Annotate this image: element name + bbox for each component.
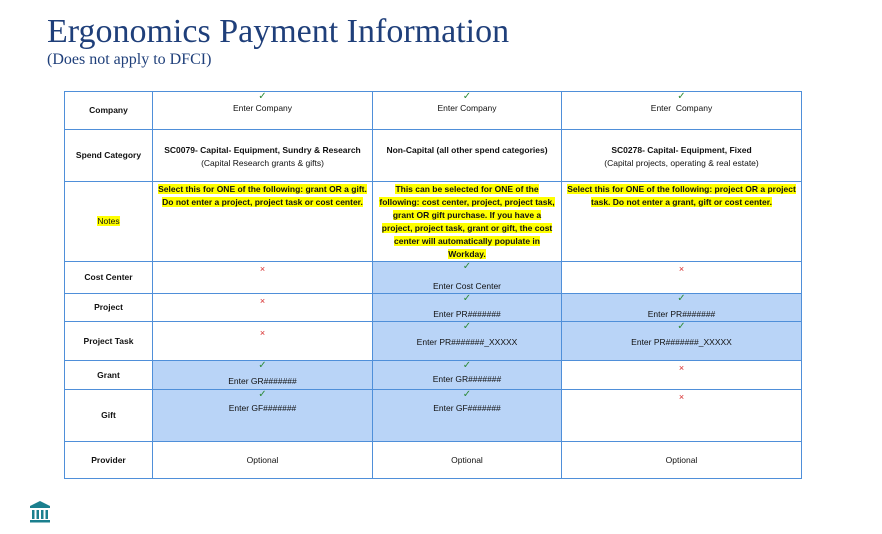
building-columns-icon xyxy=(29,500,51,524)
row-label-project-task: Project Task xyxy=(65,322,153,361)
payment-info-table xyxy=(64,91,802,479)
table-row-spend-category xyxy=(65,130,802,182)
x-icon: × xyxy=(259,264,266,274)
cell-grant-3 xyxy=(562,361,802,390)
cell-gift-2: ✓ Enter GF####### xyxy=(373,390,562,442)
cell-spend-category-1: SC0079- Capital- Equipment, Sundry & Research (Capital Research grants & gifts) xyxy=(153,130,373,182)
table-row-project xyxy=(65,294,802,322)
table-row-grant xyxy=(65,361,802,390)
cell-notes-1: Select this for ONE of the following: grant OR a gift. Do not enter a project, project task or cost center. xyxy=(153,182,373,262)
cell-grant-1: ✓ Enter GR####### xyxy=(153,361,373,390)
row-label-cost-center: Cost Center xyxy=(65,262,153,294)
cell-company-3: ✓ Enter Company xyxy=(562,92,802,130)
cell-provider-1: Optional xyxy=(153,442,373,479)
cell-provider-3: Optional xyxy=(562,442,802,479)
cell-project-task-3: ✓ Enter PR#######_XXXXX xyxy=(562,322,802,361)
check-icon: ✓ xyxy=(258,91,267,102)
table-row-provider xyxy=(65,442,802,479)
table-row-cost-center xyxy=(65,262,802,294)
cell-provider-2: Optional xyxy=(373,442,562,479)
table-row-project-task xyxy=(65,322,802,361)
cell-cost-center-3 xyxy=(562,262,802,294)
x-icon: × xyxy=(259,328,266,338)
cell-gift-1: ✓ Enter GF####### xyxy=(153,390,373,442)
x-icon: × xyxy=(259,296,266,306)
page-title: Ergonomics Payment Information xyxy=(47,13,510,50)
row-label-notes: Notes xyxy=(65,182,153,262)
x-icon: × xyxy=(678,264,685,274)
cell-gift-3 xyxy=(562,390,802,442)
check-icon: ✓ xyxy=(258,389,267,400)
cell-project-task-2: ✓ Enter PR#######_XXXXX xyxy=(373,322,562,361)
check-icon: ✓ xyxy=(462,293,472,304)
cell-project-task-1 xyxy=(153,322,373,361)
table-row-notes xyxy=(65,182,802,262)
row-label-spend-category: Spend Category xyxy=(65,130,153,182)
check-icon: ✓ xyxy=(462,321,472,332)
check-icon: ✓ xyxy=(462,261,472,272)
row-label-grant: Grant xyxy=(65,361,153,390)
row-label-project: Project xyxy=(65,294,153,322)
cell-spend-category-2: Non-Capital (all other spend categories) xyxy=(373,130,562,182)
check-icon: ✓ xyxy=(677,321,686,332)
cell-spend-category-3: SC0278- Capital- Equipment, Fixed (Capital projects, operating & real estate) xyxy=(562,130,802,182)
cell-project-2: ✓ Enter PR####### xyxy=(373,294,562,322)
cell-project-1 xyxy=(153,294,373,322)
cell-project-3: ✓ Enter PR####### xyxy=(562,294,802,322)
page-subtitle: (Does not apply to DFCI) xyxy=(47,51,212,68)
check-icon: ✓ xyxy=(462,360,472,371)
check-icon: ✓ xyxy=(462,91,472,102)
x-icon: × xyxy=(678,392,685,402)
cell-company-2: ✓ Enter Company xyxy=(373,92,562,130)
table-row-gift xyxy=(65,390,802,442)
x-icon: × xyxy=(678,363,685,373)
row-label-provider: Provider xyxy=(65,442,153,479)
check-icon: ✓ xyxy=(462,389,472,400)
check-icon: ✓ xyxy=(258,360,267,371)
row-label-gift: Gift xyxy=(65,390,153,442)
cell-company-1: ✓ Enter Company xyxy=(153,92,373,130)
row-label-company: Company xyxy=(65,92,153,130)
check-icon: ✓ xyxy=(677,293,686,304)
cell-cost-center-1 xyxy=(153,262,373,294)
cell-grant-2: ✓ Enter GR####### xyxy=(373,361,562,390)
table-row-company xyxy=(65,92,802,130)
check-icon: ✓ xyxy=(677,91,686,102)
cell-notes-2: This can be selected for ONE of the following: cost center, project, project task, grant OR gift purchase. If you have a project, project task, grant or gift, the cost center will automatically populate in Workday. xyxy=(373,182,562,262)
cell-cost-center-2: ✓ Enter Cost Center xyxy=(373,262,562,294)
cell-notes-3: Select this for ONE of the following: project OR a project task. Do not enter a grant, gift or cost center. xyxy=(562,182,802,262)
